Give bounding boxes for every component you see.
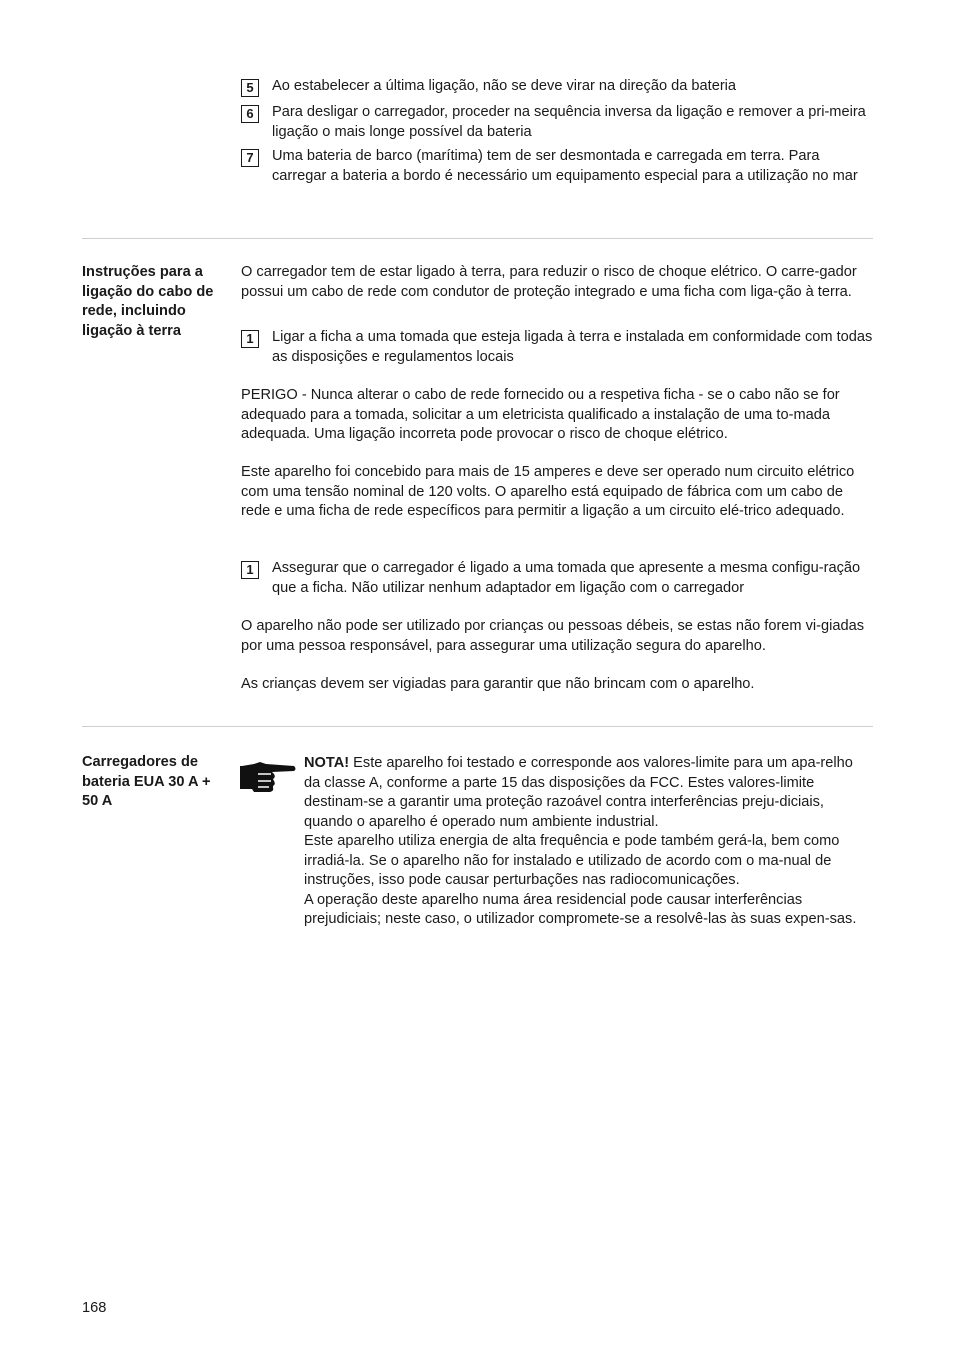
step-text: Uma bateria de barco (marítima) tem de ser desmontada e carregada em terra. Para carregar a bateria a bordo é necessário um equipamento especial para a utilização no mar (272, 148, 858, 184)
step-number: 1 (241, 330, 259, 348)
danger-paragraph: PERIGO - Nunca alterar o cabo de rede fornecido ou a respetiva ficha - se o cabo não se for adequado para a tomada, solicitar a um eletricista qualificado a instalação de uma to-mada adequada. Uma ligação incorreta pode provocar o risco de choque elétrico. (241, 387, 840, 442)
section-heading: Instruções para a ligação do cabo de rede, incluindo ligação à terra (82, 264, 214, 339)
children-supervision-paragraph: As crianças devem ser vigiadas para garantir que não brincam com o aparelho. (241, 676, 755, 692)
step-text: Para desligar o carregador, proceder na sequência inversa da ligação e remover a pri-meira ligação o mais longe possível da bateria (272, 104, 866, 140)
step-text: Assegurar que o carregador é ligado a uma tomada que apresente a mesma configu-ração que a ficha. Não utilizar nenhum adaptador em ligação com o carregador (272, 560, 861, 596)
step-number: 1 (241, 561, 259, 579)
fcc-note (304, 754, 873, 930)
section-divider (82, 238, 873, 239)
section-divider (82, 726, 873, 727)
step-text: Ligar a ficha a uma tomada que esteja ligada à terra e instalada em conformidade com todas as disposições e regulamentos locais (272, 329, 873, 365)
note-paragraph-2: Este aparelho utiliza energia de alta frequência e pode também gerá-la, bem como irradiá-la. Se o aparelho não for instalado e utilizado de acordo com o ma-nual de instruções, isso pode causar perturbações nas radiocomunicações. (304, 833, 840, 888)
step-number: 7 (241, 149, 259, 167)
children-paragraph: O aparelho não pode ser utilizado por crianças ou pessoas débeis, se estas não forem vi-giadas por uma pessoa responsável, para assegurar uma utilização segura do aparelho. (241, 618, 865, 654)
section-heading: Carregadores de bateria EUA 30 A + 50 A (82, 754, 211, 809)
note-paragraph-1 (304, 754, 873, 832)
note-text: Este aparelho foi testado e corresponde aos valores-limite para um apa-relho da classe A, conforme a parte 15 das disposições da FCC. Estes valores-limite destinam-se a garantir uma proteção razoável contra interferências preju-diciais, quando o aparelho é operado num ambiente industrial. (304, 755, 853, 830)
step-text: Ao estabelecer a última ligação, não se deve virar na direção da bateria (272, 78, 737, 94)
step-number: 5 (241, 79, 259, 97)
note-paragraph-3: A operação deste aparelho numa área residencial pode causar interferências prejudiciais; neste caso, o utilizador compromete-se a resolvê-las às suas expen-sas. (304, 891, 857, 927)
intro-paragraph: O carregador tem de estar ligado à terra, para reduzir o risco de choque elétrico. O carre-gador possui um cabo de rede com condutor de proteção integrado e uma ficha com liga-ção à terra. (241, 264, 857, 300)
page-number: 168 (82, 1300, 107, 1316)
step-number: 6 (241, 105, 259, 123)
note-label: NOTA! (304, 755, 350, 771)
pointing-hand-icon (240, 760, 296, 794)
circuit-paragraph: Este aparelho foi concebido para mais de 15 amperes e deve ser operado num circuito elétrico com uma tensão nominal de 120 volts. O aparelho está equipado de fábrica com um cabo de rede e uma ficha de rede específicos para permitir a ligação a um circuito elé-trico adequado. (241, 464, 855, 519)
